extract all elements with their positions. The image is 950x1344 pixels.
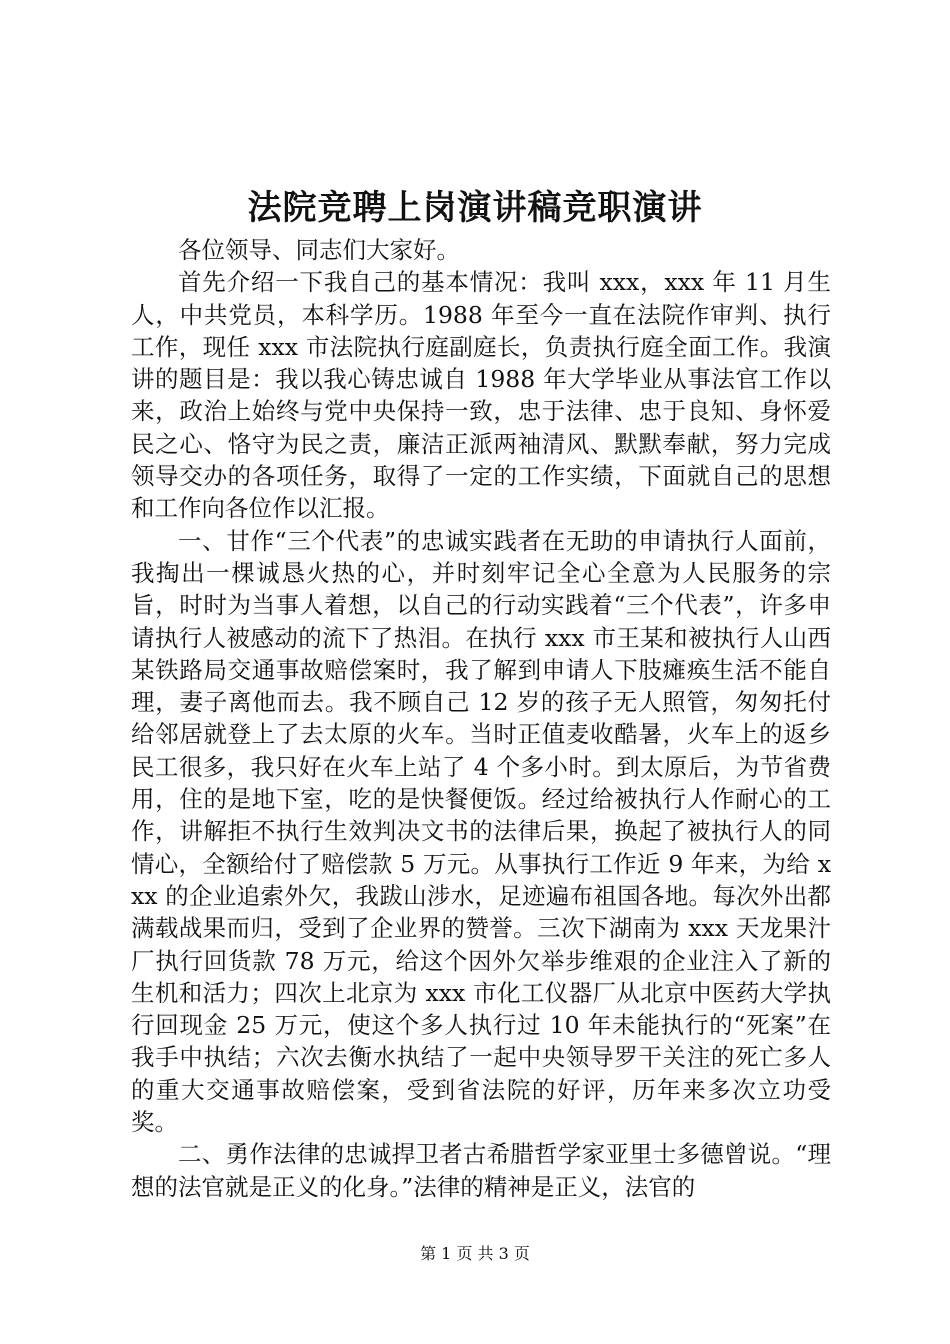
section-two-paragraph: 二、勇作法律的忠诚捍卫者古希腊哲学家亚里士多德曾说。“理想的法官就是正义的化身。”法律的精神是正义，法官的 (131, 1140, 831, 1201)
greeting-paragraph: 各位领导、同志们大家好。 (178, 236, 460, 264)
document-body (131, 234, 831, 1203)
page-number-footer: 第 1 页 共 3 页 (420, 1244, 530, 1263)
document-title: 法院竞聘上岗演讲稿竞职演讲 (247, 188, 703, 228)
section-one-paragraph: 一、甘作“三个代表”的忠诚实践者在无助的申请执行人面前，我掏出一棵诚恳火热的心，并时刻牢记全心全意为人民服务的宗旨，时时为当事人着想，以自己的行动实践着“三个代表”，许多申请执行人被感动的流下了热泪。在执行 xxx 市王某和被执行人山西某铁路局交通事故赔偿案时，我了解到申请人下肢瘫痪生活不能自理，妻子离他而去。我不顾自己 12 岁的孩子无人照管，匆匆托付给邻居就登上了去太原的火车。当时正值麦收酷暑，火车上的返乡民工很多，我只好在火车上站了 4 个多小时。到太原后，为节省费用，住的是地下室，吃的是快餐便饭。经过给被执行人作耐心的工作，讲解拒不执行生效判决文书的法律后果，换起了被执行人的同情心，全额给付了赔偿款 5 万元。从事执行工作近 9 年来，为给 xxx 的企业追索外欠，我跋山涉水，足迹遍布祖国各地。每次外出都满载战果而归，受到了企业界的赞誉。三次下湖南为 xxx 天龙果汁厂执行回货款 78 万元，给这个因外欠举步维艰的企业注入了新的生机和活力；四次上北京为 xxx 市化工仪器厂从北京中医药大学执行回现金 25 万元，使这个多人执行过 10 年未能执行的“死案”在我手中执结；六次去衡水执结了一起中央领导罗干关注的死亡多人的重大交通事故赔偿案，受到省法院的好评，历年来多次立功受奖。 (131, 526, 831, 1137)
introduction-paragraph: 首先介绍一下我自己的基本情况：我叫 xxx，xxx 年 11 月生人，中共党员，本科学历。1988 年至今一直在法院作审判、执行工作，现任 xxx 市法院执行庭副庭长，负责执行庭全面工作。我演讲的题目是：我以我心铸忠诚自 1988 年大学毕业从事法官工作以来，政治上始终与党中央保持一致，忠于法律、忠于良知、身怀爱民之心、恪守为民之责，廉洁正派两袖清风、默默奉献，努力完成领导交办的各项任务，取得了一定的工作实绩，下面就自己的思想和工作向各位作以汇报。 (131, 268, 831, 523)
